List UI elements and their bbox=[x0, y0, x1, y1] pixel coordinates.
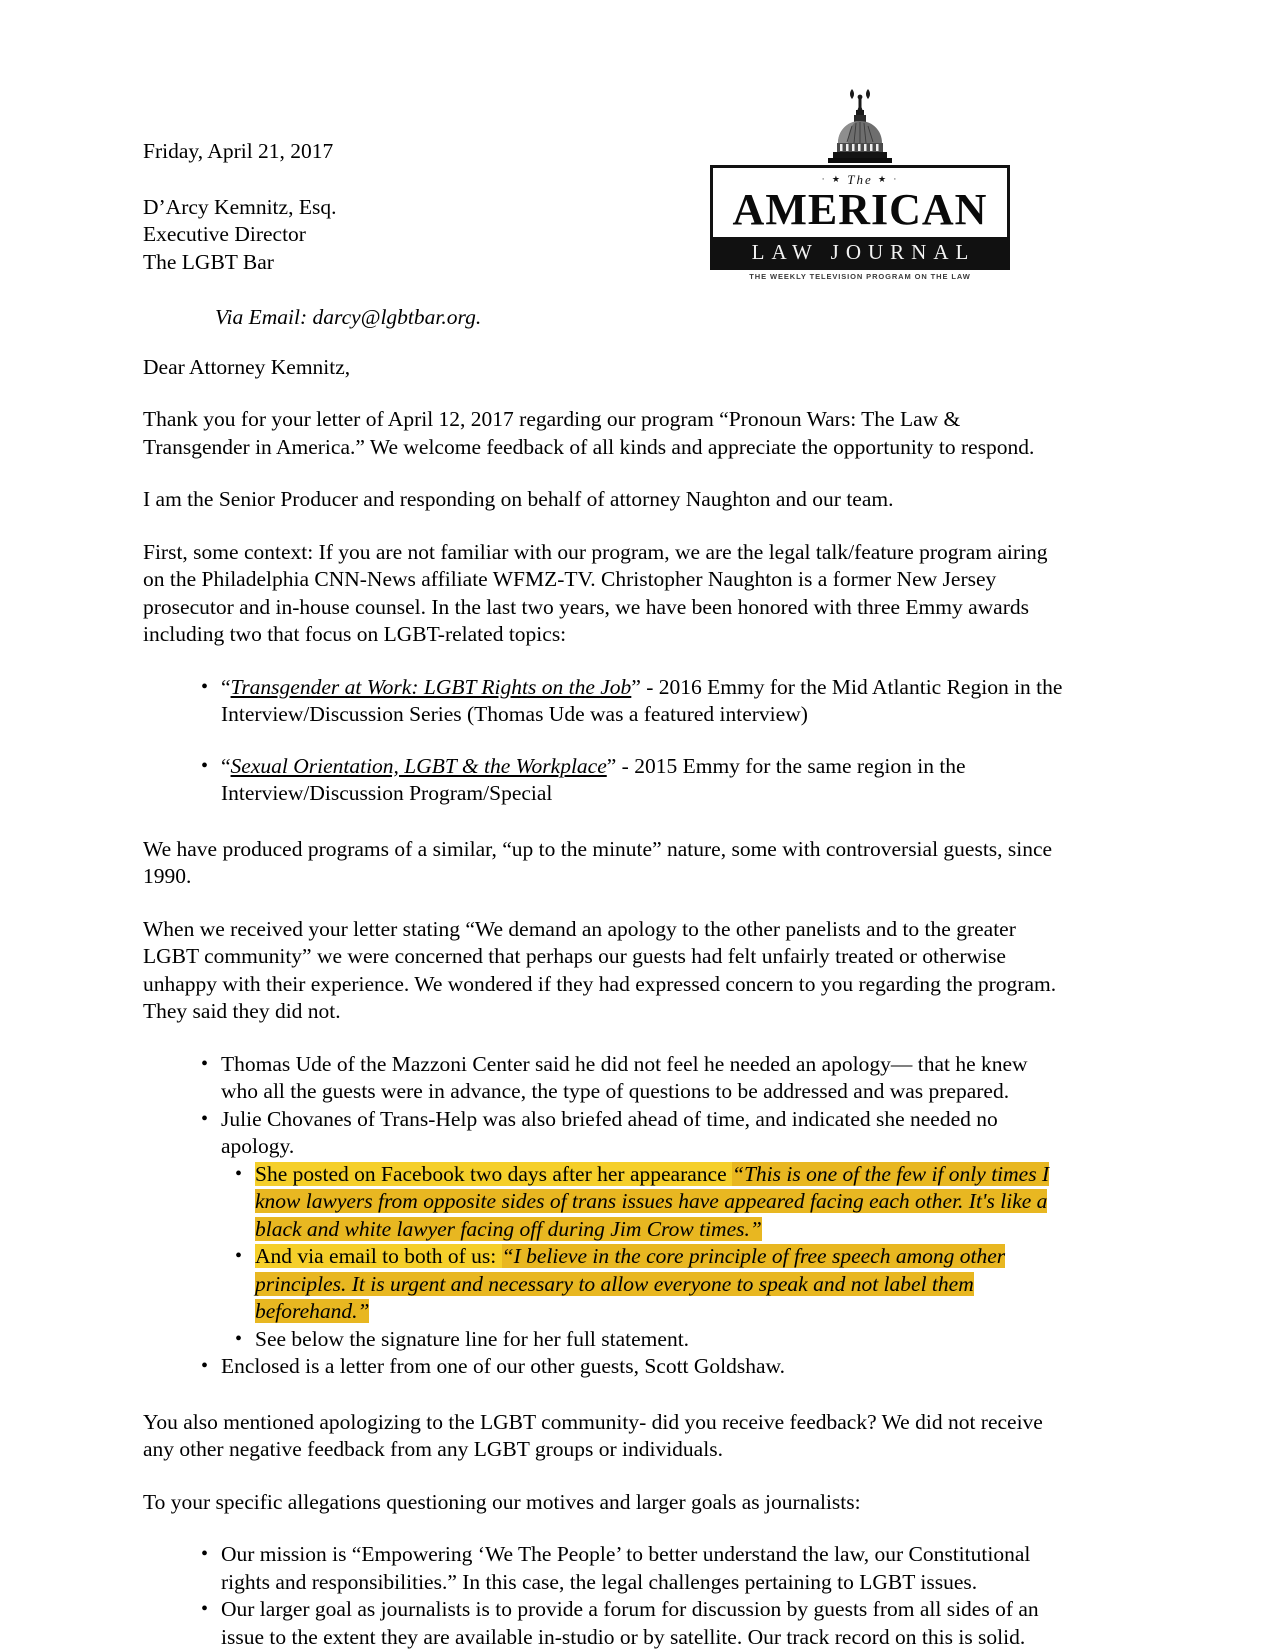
bullet-glyph: • bbox=[235, 1245, 243, 1267]
logo-tagline: THE WEEKLY TELEVISION PROGRAM ON THE LAW bbox=[749, 272, 971, 281]
logo-dot-left: · bbox=[821, 174, 827, 184]
logo-brand-main: AMERICAN bbox=[732, 185, 988, 234]
open-quote: “ bbox=[221, 753, 231, 778]
bullet-glyph: • bbox=[235, 1162, 243, 1185]
bullet-glyph: • bbox=[201, 1107, 209, 1130]
logo-star-right-icon: ★ bbox=[878, 174, 889, 184]
list-item bbox=[201, 674, 1066, 729]
goal-mission: Our mission is “Empowering ‘We The People’ to better understand the law, our Constitutional rights and responsibilities.” In this case, the legal challenges pertaining to LGBT issues. bbox=[221, 1542, 1031, 1594]
bullet-glyph: • bbox=[235, 1327, 243, 1350]
bullet-glyph: • bbox=[201, 675, 209, 698]
recipient-org: The LGBT Bar bbox=[143, 249, 274, 274]
paragraph-similar-programs: We have produced programs of a similar, “up to the minute” nature, some with controversial guests, since 1990. bbox=[143, 836, 1053, 888]
letter-date: Friday, April 21, 2017 bbox=[143, 139, 334, 163]
list-item bbox=[201, 1051, 1066, 1106]
recipient-title: Executive Director bbox=[143, 222, 306, 246]
bullet-glyph: • bbox=[201, 1543, 209, 1565]
list-item bbox=[235, 1243, 1065, 1326]
list-item bbox=[201, 1353, 1066, 1381]
emmy-award-list bbox=[143, 674, 1063, 808]
list-item bbox=[235, 1161, 1065, 1244]
list-item bbox=[201, 753, 1066, 808]
emmy-title: Transgender at Work: LGBT Rights on the Job bbox=[230, 674, 632, 699]
bullet-glyph: • bbox=[201, 754, 209, 777]
paragraph-role: I am the Senior Producer and responding on behalf of attorney Naughton and our team. bbox=[143, 487, 894, 511]
logo-star-left-icon: ★ bbox=[831, 174, 842, 184]
see-below-note: See below the signature line for her full statement. bbox=[255, 1326, 690, 1351]
recipient-name: D’Arcy Kemnitz, Esq. bbox=[143, 194, 337, 219]
bullet-glyph: • bbox=[201, 1355, 209, 1377]
guest-julie-chovanes: Julie Chovanes of Trans-Help was also briefed ahead of time, and indicated she needed no apology. bbox=[221, 1106, 998, 1158]
goals-list bbox=[143, 1541, 1063, 1650]
facebook-quote-highlight: “This is one of the few if only times I know lawyers from opposite sides of trans issues have appeared facing each other. It's like a black and white lawyer facing off during Jim Crow times.” bbox=[255, 1161, 1050, 1241]
email-quote-highlight: “I believe in the core principle of free speech among other principles. It is urgent and necessary to allow everyone to speak and not label them beforehand.” bbox=[255, 1244, 1006, 1323]
logo-the-label: The bbox=[847, 172, 873, 187]
emmy-detail: ” - 2016 Emmy for the Mid Atlantic Region in the Interview/Discussion Series (Thomas Ude was a featured interview) bbox=[221, 674, 1063, 726]
enclosed-letter-note: Enclosed is a letter from one of our other guests, Scott Goldshaw. bbox=[221, 1354, 786, 1378]
email-lead-highlight: And via email to both of us: bbox=[255, 1244, 502, 1268]
bullet-glyph: • bbox=[201, 1598, 209, 1620]
logo-dot-right: · bbox=[893, 174, 899, 184]
logo-brand-sub: LAW JOURNAL bbox=[713, 237, 1007, 267]
guest-response-list bbox=[143, 1051, 1063, 1381]
paragraph-allegations: To your specific allegations questioning our motives and larger goals as journalists: bbox=[143, 1489, 861, 1514]
paragraph-thanks: Thank you for your letter of April 12, 2017 regarding our program “Pronoun Wars: The Law & Transgender in America.” We welcome feedback of all kinds and appreciate the opportunity to respond. bbox=[143, 407, 1035, 459]
guest-thomas-ude: Thomas Ude of the Mazzoni Center said he did not feel he needed an apology— that he knew who all the guests were in advance, the type of questions to be addressed and was prepared. bbox=[221, 1051, 1028, 1103]
list-item bbox=[201, 1541, 1066, 1596]
bullet-glyph: • bbox=[201, 1052, 209, 1075]
paragraph-received-letter: When we received your letter stating “We demand an apology to the other panelists and to the greater LGBT community” we were concerned that perhaps our guests had felt unfairly treated or otherwise unhappy with their experience. We wondered if they had expressed concern to you regarding the program. They said they did not. bbox=[143, 916, 1057, 1023]
salutation: Dear Attorney Kemnitz, bbox=[143, 354, 351, 379]
list-item bbox=[201, 1596, 1066, 1650]
letter-body bbox=[143, 138, 1063, 1650]
via-email-line: Via Email: darcy@lgbtbar.org. bbox=[215, 305, 482, 329]
emmy-title: Sexual Orientation, LGBT & the Workplace bbox=[230, 753, 607, 778]
list-item bbox=[235, 1326, 1065, 1354]
list-item bbox=[201, 1106, 1066, 1161]
open-quote: “ bbox=[221, 674, 231, 699]
paragraph-feedback: You also mentioned apologizing to the LGBT community- did you receive feedback? We did not receive any other negative feedback from any LGBT groups or individuals. bbox=[143, 1409, 1043, 1461]
goal-forum: Our larger goal as journalists is to provide a forum for discussion by guests from all sides of an issue to the extent they are available in-studio or by satellite. Our track record on this is solid. bbox=[221, 1597, 1039, 1649]
facebook-lead-highlight: She posted on Facebook two days after her appearance bbox=[255, 1161, 732, 1186]
paragraph-context: First, some context: If you are not familiar with our program, we are the legal talk/feature program airing on the Philadelphia CNN-News affiliate WFMZ-TV. Christopher Naughton is a former New Jersey prosecutor and in-house counsel. In the last two years, we have been honored with three Emmy awards including two that focus on LGBT-related topics: bbox=[143, 539, 1048, 646]
emmy-detail: ” - 2015 Emmy for the same region in the Interview/Discussion Program/Special bbox=[221, 753, 966, 805]
